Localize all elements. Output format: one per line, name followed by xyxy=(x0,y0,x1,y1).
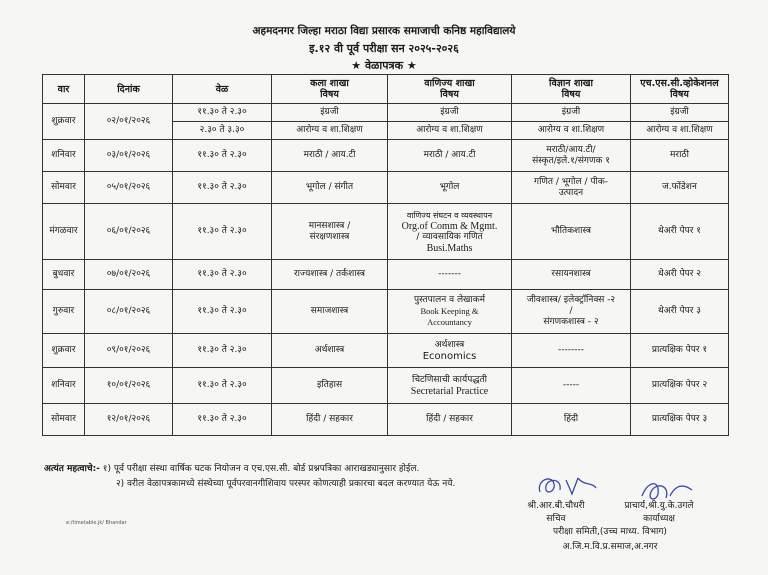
cell-time: ११.३० ते २.३० xyxy=(173,334,272,368)
cell-vocational: इंग्रजी xyxy=(631,104,729,122)
table-row xyxy=(43,334,729,368)
cell-time: ११.३० ते २.३० xyxy=(173,104,272,122)
cell-date: ०६/०१/२०२६ xyxy=(85,204,173,260)
timetable-title: ★ वेळापत्रक ★ xyxy=(351,59,417,72)
table-row xyxy=(43,172,729,204)
cell-date: ०९/०१/२०२६ xyxy=(85,334,173,368)
col-header-date: दिनांक xyxy=(85,75,173,104)
cell-day: सोमवार xyxy=(43,404,85,436)
cell-date: ०७/०१/२०२६ xyxy=(85,260,173,290)
cell-date: १२/०१/२०२६ xyxy=(85,404,173,436)
cell-vocational: थेअरी पेपर २ xyxy=(631,260,729,290)
cell-arts: इतिहास xyxy=(272,368,388,404)
cell-date: ०२/०१/२०२६ xyxy=(85,104,173,140)
important-notes xyxy=(44,462,455,492)
cell-arts: हिंदी / सहकार xyxy=(272,404,388,436)
cell-time: ११.३० ते २.३० xyxy=(173,290,272,334)
col-header-arts: कला शाखा विषय xyxy=(272,75,388,104)
cell-commerce: भूगोल xyxy=(388,172,512,204)
cell-day: बुधवार xyxy=(43,260,85,290)
cell-day: शुक्रवार xyxy=(43,334,85,368)
secretary-block xyxy=(516,500,596,526)
cell-time: ११.३० ते २.३० xyxy=(173,172,272,204)
institution-title: अहमदनगर जिल्हा मराठा विद्या प्रसारक समाजाची कनिष्ठ महाविद्यालये xyxy=(252,25,516,37)
secretary-role: सचिव xyxy=(546,514,566,524)
cell-day: मंगळवार xyxy=(43,204,85,260)
cell-date: १०/०१/२०२६ xyxy=(85,368,173,404)
timetable-table xyxy=(42,74,729,436)
cell-time: ११.३० ते २.३० xyxy=(173,204,272,260)
secretary-name: श्री.आर.बी.चौधरी xyxy=(527,501,585,511)
cell-arts: भूगोल / संगीत xyxy=(272,172,388,204)
committee-name: परीक्षा समिती,(उच्च माध्य. विभाग) xyxy=(553,527,667,537)
cell-arts: अर्थशास्त्र xyxy=(272,334,388,368)
cell-science: रसायनशास्त्र xyxy=(512,260,631,290)
cell-science: गणित / भूगोल / पीक- उत्पादन xyxy=(512,172,631,204)
cell-vocational: आरोग्य व शा.शिक्षण xyxy=(631,122,729,140)
col-header-science: विज्ञान शाखा विषय xyxy=(512,75,631,104)
cell-science: ----- xyxy=(512,368,631,404)
cell-vocational: ज.फोंडेशन xyxy=(631,172,729,204)
table-row xyxy=(43,140,729,172)
table-row xyxy=(43,368,729,404)
col-header-vocational: एच.एस.सी.व्होकेशनल विषय xyxy=(631,75,729,104)
cell-commerce: वाणिज्य संघटन व व्यवस्थापन Org.of Comm & Mgmt. / व्यावसायिक गणित Busi.Maths xyxy=(388,204,512,260)
table-header-row xyxy=(43,75,729,104)
cell-vocational: थेअरी पेपर ३ xyxy=(631,290,729,334)
table-row xyxy=(43,260,729,290)
table-row xyxy=(43,104,729,122)
cell-vocational: प्रात्यक्षिक पेपर २ xyxy=(631,368,729,404)
cell-time: ११.३० ते २.३० xyxy=(173,404,272,436)
cell-day: शुक्रवार xyxy=(43,104,85,140)
cell-arts: आरोग्य व शा.शिक्षण xyxy=(272,122,388,140)
cell-science: मराठी/आय.टी/ संस्कृत/इले.१/संगणक १ xyxy=(512,140,631,172)
table-row xyxy=(43,404,729,436)
note-1-text: १) पूर्व परीक्षा संस्था वार्षिक घटक नियोजन व एच.एस.सी. बोर्ड प्रश्नपत्रिका आराखड्यानुसार होईल. xyxy=(102,464,420,474)
cell-commerce: ------- xyxy=(388,260,512,290)
cell-science: आरोग्य व शा.शिक्षण xyxy=(512,122,631,140)
table-row xyxy=(43,204,729,260)
organization-name: अ.जि.म.वि.प्र.समाज,अ.नगर xyxy=(562,542,658,552)
col-header-day: वार xyxy=(43,75,85,104)
cell-vocational: थेअरी पेपर १ xyxy=(631,204,729,260)
cell-time: ११.३० ते २.३० xyxy=(173,368,272,404)
note-line-1 xyxy=(44,462,455,477)
cell-day: गुरुवार xyxy=(43,290,85,334)
cell-vocational: मराठी xyxy=(631,140,729,172)
cell-commerce: इंग्रजी xyxy=(388,104,512,122)
cell-time: ११.३० ते २.३० xyxy=(173,140,272,172)
cell-science: जीवशास्त्र/ इलेक्ट्रॉनिक्स -२ / संगणकशास्त्र - २ xyxy=(512,290,631,334)
cell-commerce: पुस्तपालन व लेखाकर्म Book Keeping & Accountancy xyxy=(388,290,512,334)
cell-arts: समाजशास्त्र xyxy=(272,290,388,334)
col-header-commerce: वाणिज्य शाखा विषय xyxy=(388,75,512,104)
cell-science: इंग्रजी xyxy=(512,104,631,122)
chairman-role: कार्याध्यक्ष xyxy=(643,514,675,524)
cell-commerce: आरोग्य व शा.शिक्षण xyxy=(388,122,512,140)
cell-arts: मराठी / आय.टी xyxy=(272,140,388,172)
cell-vocational: प्रात्यक्षिक पेपर १ xyxy=(631,334,729,368)
cell-date: ०८/०१/२०२६ xyxy=(85,290,173,334)
cell-commerce: अर्थशास्त्र Economics xyxy=(388,334,512,368)
cell-commerce: हिंदी / सहकार xyxy=(388,404,512,436)
cell-time: २.३० ते ३.३० xyxy=(173,122,272,140)
cell-date: ०३/०१/२०२६ xyxy=(85,140,173,172)
cell-day: सोमवार xyxy=(43,172,85,204)
table-row xyxy=(43,290,729,334)
exam-title: इ.१२ वी पूर्व परीक्षा सन २०२५-२०२६ xyxy=(309,42,459,55)
chairman-name: प्राचार्य,श्री.यु.के.उगले xyxy=(624,501,694,511)
secretary-signature-icon xyxy=(532,470,602,502)
cell-vocational: प्रात्यक्षिक पेपर ३ xyxy=(631,404,729,436)
cell-science: भौतिकशास्त्र xyxy=(512,204,631,260)
cell-science: हिंदी xyxy=(512,404,631,436)
cell-arts: इंग्रजी xyxy=(272,104,388,122)
cell-commerce: मराठी / आय.टी xyxy=(388,140,512,172)
cell-time: ११.३० ते २.३० xyxy=(173,260,272,290)
cell-arts: राज्यशास्त्र / तर्कशास्त्र xyxy=(272,260,388,290)
cell-day: शनिवार xyxy=(43,140,85,172)
cell-arts: मानसशास्त्र / संरक्षणशास्त्र xyxy=(272,204,388,260)
notes-label: अत्यंत महत्वाचे:- xyxy=(44,464,100,474)
cell-science: -------- xyxy=(512,334,631,368)
chairman-block xyxy=(604,500,714,526)
cell-date: ०५/०१/२०२६ xyxy=(85,172,173,204)
cell-day: शनिवार xyxy=(43,368,85,404)
col-header-time: वेळ xyxy=(173,75,272,104)
file-path-footnote: e:/timetable.jk/ Bhandar xyxy=(66,520,127,526)
cell-commerce: चिटणिसाची कार्यपद्धती Secretarial Practice xyxy=(388,368,512,404)
note-line-2: २) वरील वेळापत्रकामध्ये संस्थेच्या पूर्वपरवानगीशिवाय परस्पर कोणत्याही प्रकारचा बदल करण्यात येऊ नये. xyxy=(116,479,456,489)
